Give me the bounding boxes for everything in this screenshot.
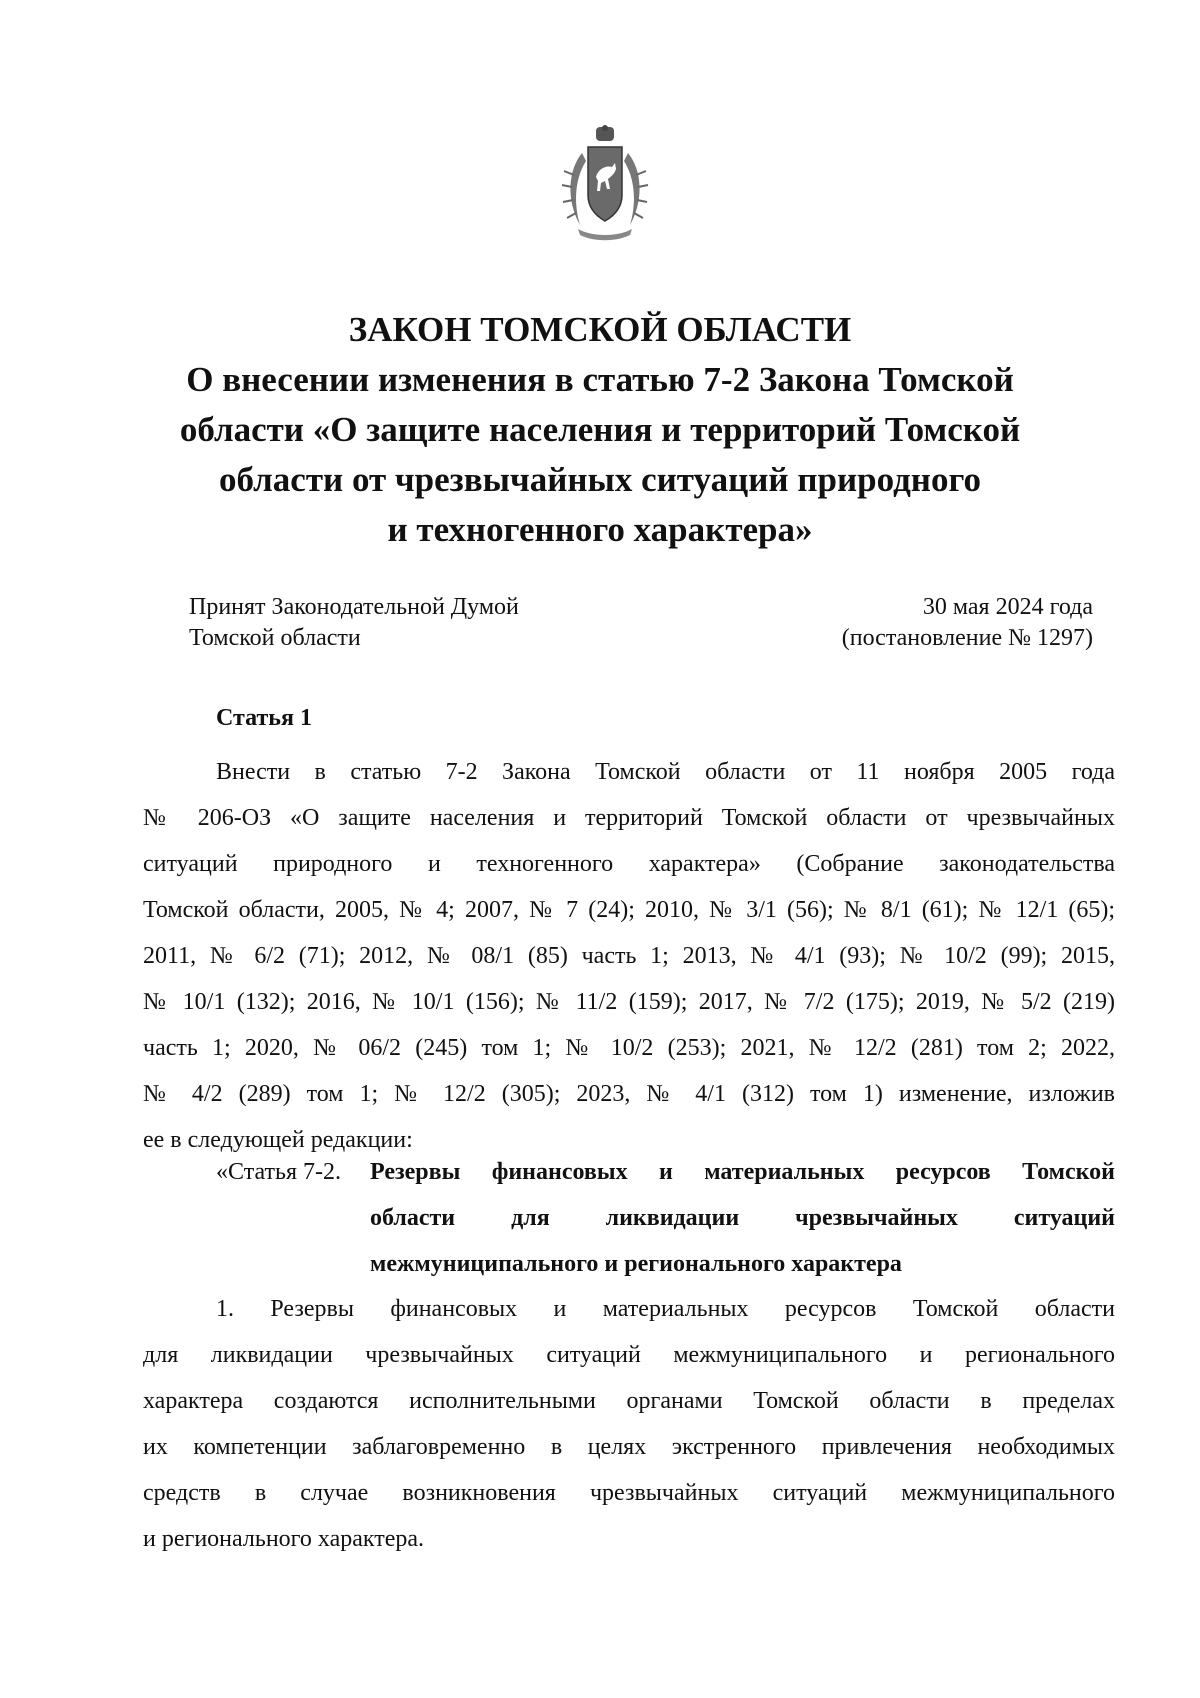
- text-line: № 206-ОЗ «О защите населения и территорий Томской области от чрезвычайных: [143, 805, 1115, 831]
- coat-of-arms-icon: [560, 125, 650, 245]
- text-line: ситуаций природного и техногенного характера» (Собрание законодательства: [143, 851, 1115, 877]
- adopted-date-line: 30 мая 2024 года: [922, 594, 1093, 620]
- text-line: ее в следующей редакции:: [143, 1127, 413, 1153]
- sub-article-title-line: межмуниципального и регионального характера: [370, 1251, 902, 1277]
- adopted-by-line: Томской области: [189, 625, 361, 651]
- text-line: 1. Резервы финансовых и материальных ресурсов Томской области: [216, 1296, 1115, 1322]
- resolution-number: (постановление № 1297): [841, 625, 1093, 651]
- law-subject-line: и техногенного характера»: [387, 510, 813, 549]
- article-heading: Статья 1: [216, 705, 312, 731]
- law-subject-line: области от чрезвычайных ситуаций природного: [219, 460, 981, 499]
- text-line: их компетенции заблаговременно в целях экстренного привлечения необходимых: [143, 1434, 1115, 1460]
- law-subject-line: О внесении изменения в статью 7-2 Закона Томской: [186, 360, 1014, 399]
- sub-article-title: [370, 1149, 1115, 1287]
- law-title: ЗАКОН ТОМСКОЙ ОБЛАСТИ: [348, 310, 852, 349]
- text-line: Томской области, 2005, № 4; 2007, № 7 (24); 2010, № 3/1 (56); № 8/1 (61); № 12/1 (65);: [143, 897, 1115, 923]
- item-1-text: [143, 1286, 1115, 1562]
- text-line: № 4/2 (289) том 1; № 12/2 (305); 2023, № 4/1 (312) том 1) изменение, изложив: [143, 1081, 1115, 1107]
- text-line: для ликвидации чрезвычайных ситуаций межмуниципального и регионального: [143, 1342, 1115, 1368]
- text-line: характера создаются исполнительными органами Томской области в пределах: [143, 1388, 1115, 1414]
- adopted-by: [189, 592, 519, 654]
- adopted-date: [720, 592, 1093, 654]
- text-line: средств в случае возникновения чрезвычайных ситуаций межмуниципального: [143, 1480, 1115, 1506]
- text-line: и регионального характера.: [143, 1526, 425, 1552]
- text-line: № 10/1 (132); 2016, № 10/1 (156); № 11/2 (159); 2017, № 7/2 (175); 2019, № 5/2 (219): [143, 989, 1115, 1015]
- sub-article-title-line: Резервы финансовых и материальных ресурсов Томской: [370, 1159, 1115, 1185]
- text-line: Внести в статью 7-2 Закона Томской области от 11 ноября 2005 года: [216, 759, 1115, 785]
- article-text: [143, 749, 1115, 1163]
- adopted-by-line: Принят Законодательной Думой: [189, 594, 519, 620]
- law-subject-line: области «О защите населения и территорий Томской: [179, 410, 1021, 449]
- sub-article-label: «Статья 7-2.: [216, 1159, 341, 1185]
- law-subject: [140, 355, 1060, 555]
- text-line: часть 1; 2020, № 06/2 (245) том 1; № 10/2 (253); 2021, № 12/2 (281) том 2; 2022,: [143, 1035, 1115, 1061]
- sub-article-title-line: области для ликвидации чрезвычайных ситуаций: [370, 1205, 1115, 1231]
- text-line: 2011, № 6/2 (71); 2012, № 08/1 (85) часть 1; 2013, № 4/1 (93); № 10/2 (99); 2015,: [143, 943, 1115, 969]
